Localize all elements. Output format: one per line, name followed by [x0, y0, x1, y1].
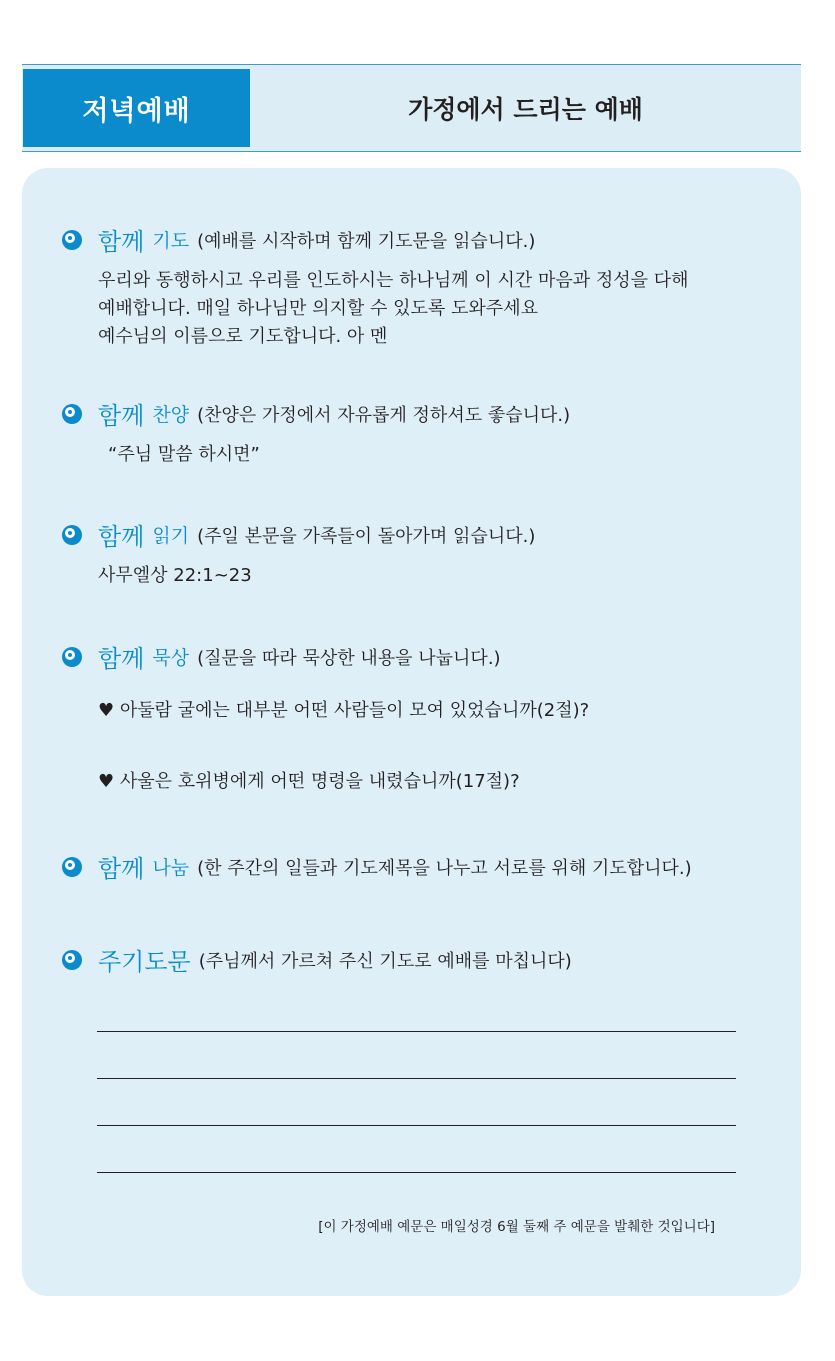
section-keyword: 함께 — [98, 523, 145, 551]
section-lords-prayer — [62, 942, 572, 977]
section-keyword: 함께 — [98, 402, 145, 430]
writing-line — [97, 1078, 736, 1079]
prayer-line: 우리와 동행하시고 우리를 인도하시는 하나님께 이 시간 마음과 정성을 다해 — [98, 270, 689, 291]
section-title: 나눔 — [152, 857, 190, 879]
section-title: 기도 — [152, 230, 190, 252]
hymn-title: “주님 말씀 하시면” — [108, 444, 260, 465]
scripture-reference: 사무엘상 22:1~23 — [98, 565, 252, 586]
bullet-icon — [62, 647, 82, 667]
section-note: (주님께서 가르쳐 주신 기도로 예배를 마칩니다) — [198, 950, 572, 972]
section-keyword: 함께 — [98, 855, 145, 883]
source-note: [이 가정예배 예문은 매일성경 6월 둘째 주 예문을 발췌한 것입니다] — [318, 1219, 715, 1235]
prayer-line: 예수님의 이름으로 기도합니다. 아 멘 — [98, 326, 388, 347]
section-keyword: 함께 — [98, 228, 145, 256]
section-title: 묵상 — [152, 647, 190, 669]
section-sharing — [62, 849, 692, 884]
section-keyword: 함께 — [98, 645, 145, 673]
bullet-icon — [62, 950, 82, 970]
section-title: 읽기 — [152, 525, 190, 547]
bullet-icon — [62, 857, 82, 877]
meditation-question: ♥ 사울은 호위병에게 어떤 명령을 내렸습니까(17절)? — [98, 771, 520, 792]
bullet-icon — [62, 230, 82, 250]
bullet-icon — [62, 404, 82, 424]
writing-line — [97, 1125, 736, 1126]
header-bar — [22, 64, 801, 152]
section-note: (예배를 시작하며 함께 기도문을 읽습니다.) — [197, 230, 536, 252]
service-label: 저녁예배 — [23, 69, 250, 147]
section-note: (한 주간의 일들과 기도제목을 나누고 서로를 위해 기도합니다.) — [197, 857, 692, 879]
section-title: 찬양 — [152, 404, 190, 426]
section-note: (질문을 따라 묵상한 내용을 나눕니다.) — [197, 647, 501, 669]
page-title: 가정에서 드리는 예배 — [408, 95, 643, 124]
section-meditation — [62, 639, 589, 793]
section-keyword: 주기도문 — [98, 948, 191, 976]
section-reading — [62, 517, 535, 590]
writing-line — [97, 1031, 736, 1032]
section-note: (찬양은 가정에서 자유롭게 정하셔도 좋습니다.) — [197, 404, 571, 426]
section-praise — [62, 396, 570, 469]
bullet-icon — [62, 525, 82, 545]
writing-line — [97, 1172, 736, 1173]
prayer-line: 예배합니다. 매일 하나님만 의지할 수 있도록 도와주세요 — [98, 298, 538, 319]
section-prayer — [62, 222, 689, 351]
section-note: (주일 본문을 가족들이 돌아가며 읽습니다.) — [197, 525, 536, 547]
meditation-question: ♥ 아둘람 굴에는 대부분 어떤 사람들이 모여 있었습니까(2절)? — [98, 700, 590, 721]
